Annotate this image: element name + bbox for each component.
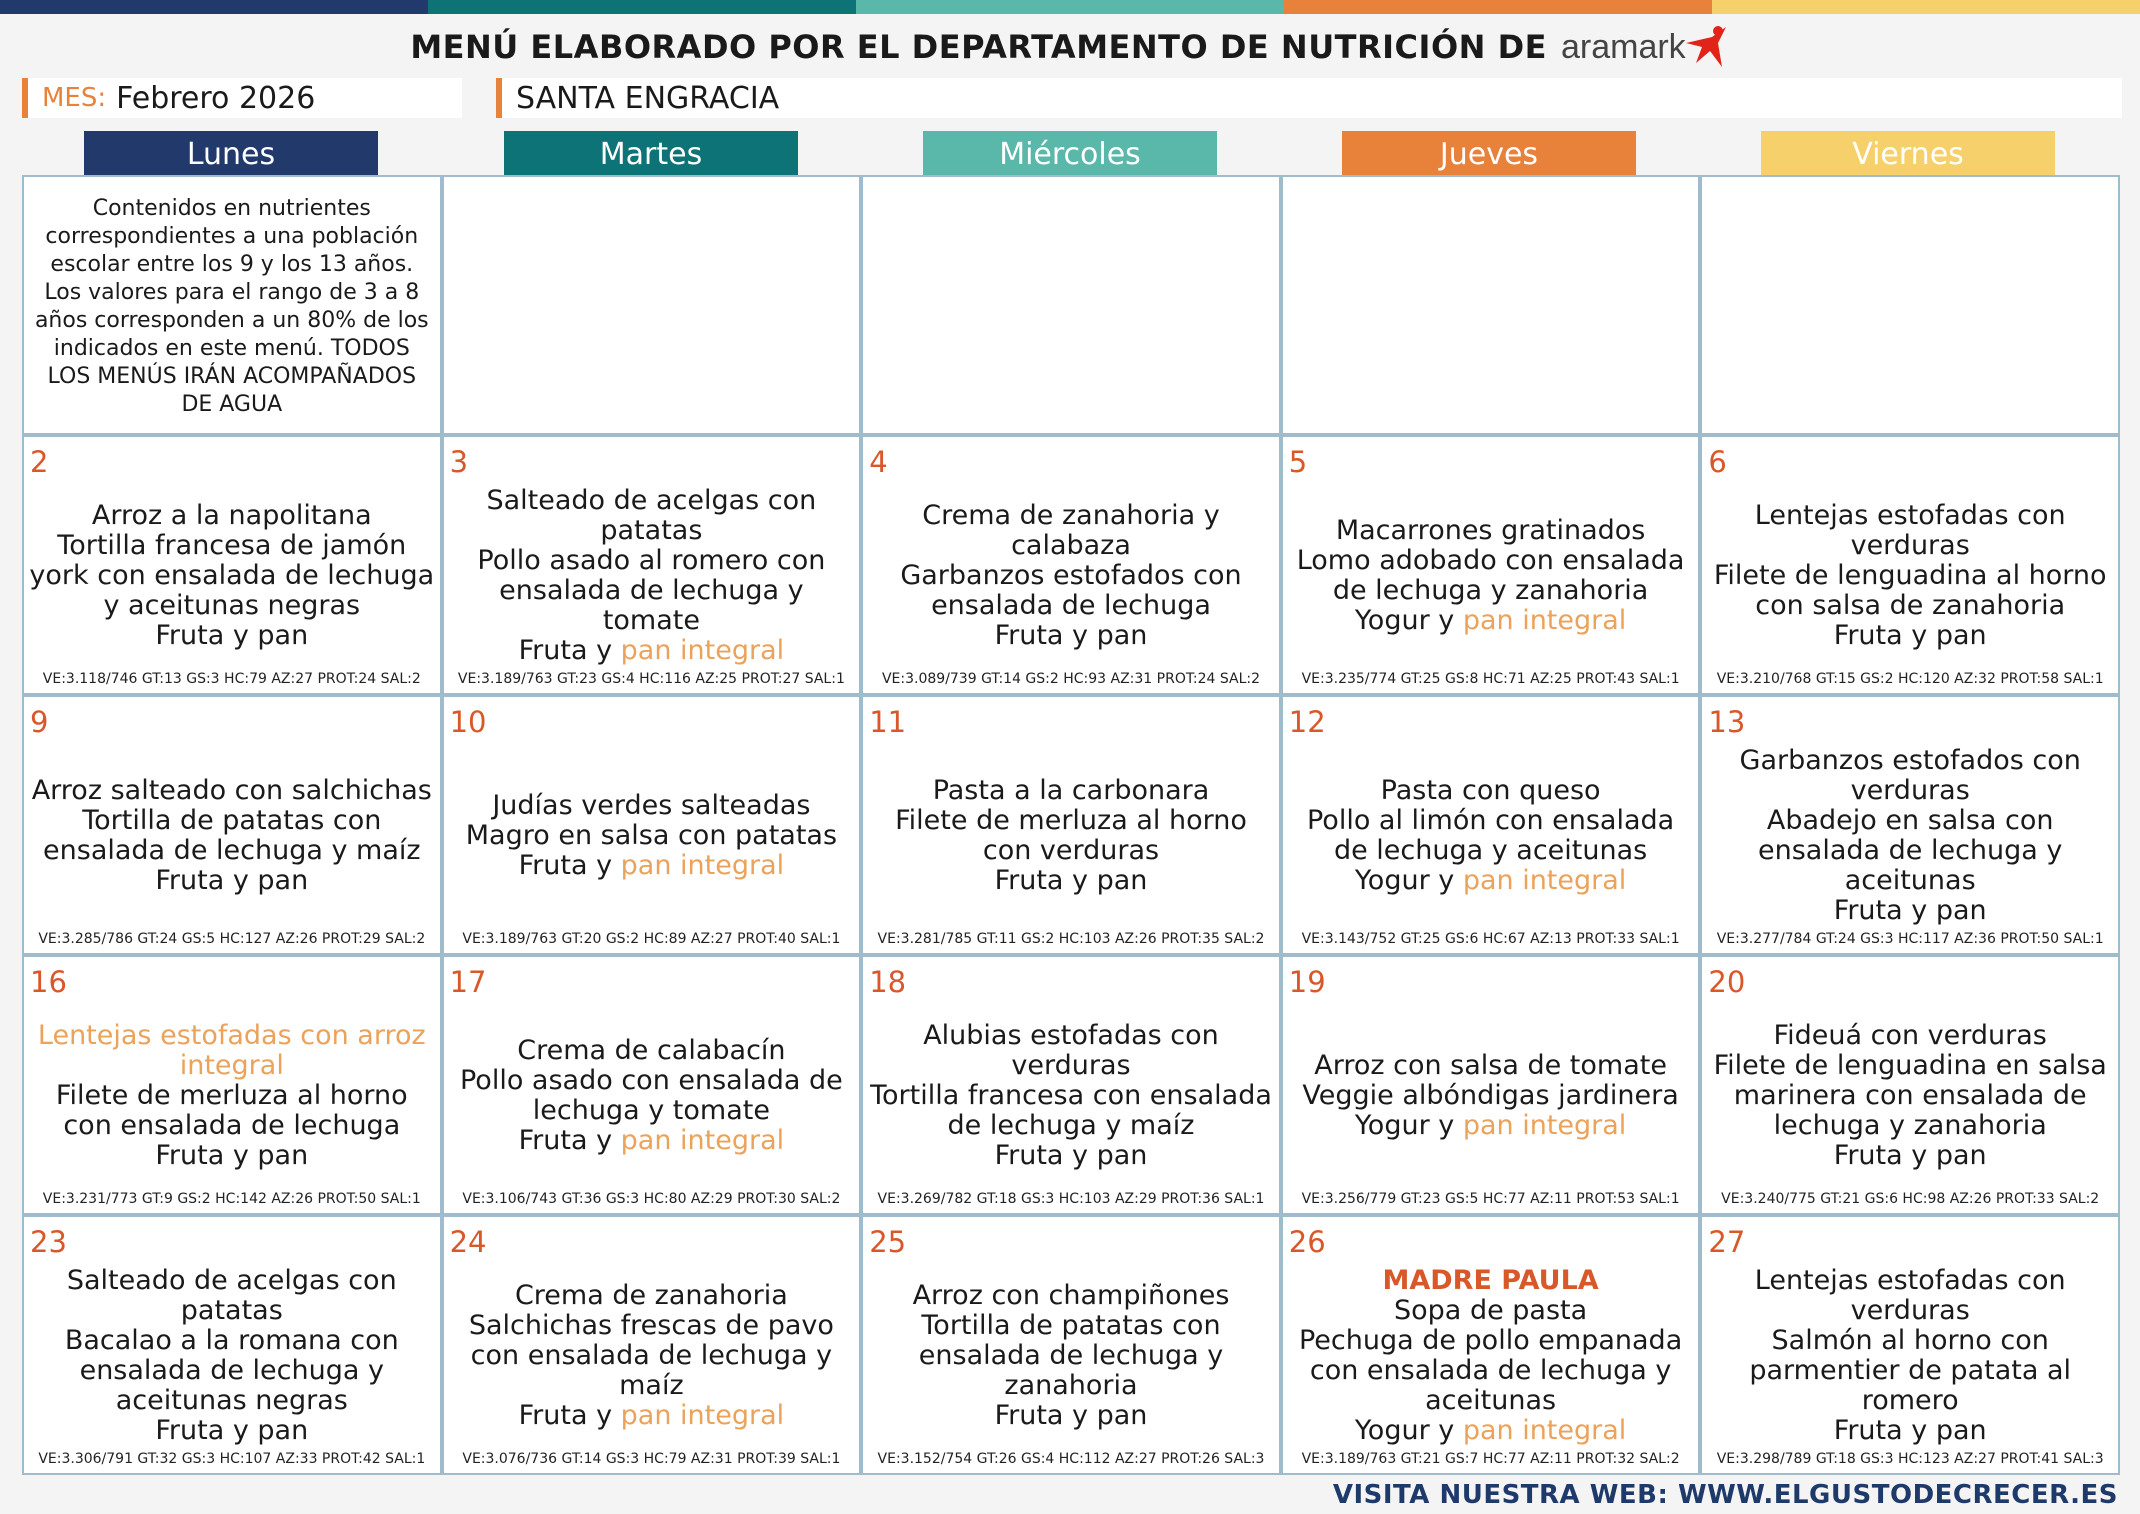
menu-dishes bbox=[863, 493, 1279, 659]
empty-cell bbox=[1283, 177, 1699, 433]
dish-text: Crema de zanahoria bbox=[514, 1280, 788, 1311]
dish-line bbox=[1287, 546, 1695, 606]
dish-text: Garbanzos estofados con ensalada de lechuga bbox=[900, 560, 1242, 621]
dish-text: Fruta y bbox=[518, 850, 621, 881]
whole-grain-highlight: pan integral bbox=[1462, 605, 1627, 636]
day-number: 12 bbox=[1288, 705, 1326, 739]
menu-day-cell bbox=[444, 437, 860, 693]
menu-dishes bbox=[444, 485, 860, 666]
dish-text: Abadejo en salsa con ensalada de lechuga y aceitunas bbox=[1757, 805, 2063, 896]
dish-line bbox=[155, 1416, 308, 1446]
nutrition-values: VE:3.281/785 GT:11 GS:2 HC:103 AZ:26 PROT:35 SAL:2 bbox=[877, 931, 1265, 947]
whole-grain-highlight: pan integral bbox=[620, 850, 785, 881]
month-value: Febrero 2026 bbox=[116, 80, 316, 116]
day-number: 25 bbox=[869, 1225, 907, 1259]
menu-day-cell bbox=[1283, 697, 1699, 953]
dish-line bbox=[1355, 1416, 1626, 1446]
top-color-bar bbox=[0, 0, 2140, 14]
nutrition-values: VE:3.235/774 GT:25 GS:8 HC:71 AZ:25 PROT:43 SAL:1 bbox=[1301, 671, 1680, 687]
weekday-thursday: Jueves bbox=[1342, 131, 1636, 177]
menu-dishes bbox=[1702, 745, 2118, 926]
dish-text: Fruta y pan bbox=[155, 1140, 309, 1171]
day-number: 3 bbox=[449, 445, 469, 479]
menu-dishes bbox=[444, 753, 860, 919]
whole-grain-highlight: pan integral bbox=[620, 635, 785, 666]
day-number: 19 bbox=[1288, 965, 1326, 999]
day-number: 23 bbox=[30, 1225, 67, 1259]
dish-line bbox=[913, 1281, 1230, 1311]
dish-line bbox=[1302, 1081, 1678, 1111]
dish-text: Yogur y bbox=[1354, 605, 1463, 636]
page-title: MENÚ ELABORADO POR EL DEPARTAMENTO DE NUTRICIÓN DE bbox=[410, 28, 1547, 66]
special-event-label: MADRE PAULA bbox=[1382, 1265, 1599, 1296]
dish-line bbox=[1287, 1326, 1695, 1416]
day-number: 6 bbox=[1708, 445, 1727, 479]
dish-line bbox=[1706, 1051, 2114, 1141]
dish-line bbox=[519, 1401, 785, 1431]
dish-text: Fruta y pan bbox=[994, 1400, 1148, 1431]
menu-dishes bbox=[444, 1013, 860, 1179]
nutrition-values: VE:3.089/739 GT:14 GS:2 HC:93 AZ:31 PROT:24 SAL:2 bbox=[881, 671, 1260, 687]
dish-text: Fruta y bbox=[518, 635, 621, 666]
nutrition-values: VE:3.298/789 GT:18 GS:3 HC:123 AZ:27 PROT:41 SAL:3 bbox=[1716, 1451, 2104, 1467]
day-number: 18 bbox=[869, 965, 907, 999]
dish-line bbox=[867, 1081, 1275, 1141]
dish-text: Fruta y pan bbox=[1833, 620, 1987, 651]
dish-line bbox=[517, 1036, 785, 1066]
menu-calendar-grid bbox=[22, 175, 2120, 1475]
weekday-friday: Viernes bbox=[1761, 131, 2055, 177]
website-footer[interactable]: VISITA NUESTRA WEB: WWW.ELGUSTODECRECER.ES bbox=[1332, 1480, 2118, 1510]
dish-line bbox=[1381, 776, 1601, 806]
dish-line bbox=[28, 1266, 436, 1326]
dish-line bbox=[867, 1311, 1275, 1401]
dish-line bbox=[995, 1401, 1148, 1431]
dish-text: Salchichas frescas de pavo con ensalada de lechuga y maíz bbox=[468, 1310, 834, 1401]
whole-grain-highlight: pan integral bbox=[620, 1125, 785, 1156]
dish-text: Alubias estofadas con verduras bbox=[923, 1020, 1219, 1081]
nutrition-values: VE:3.189/763 GT:23 GS:4 HC:116 AZ:25 PROT:27 SAL:1 bbox=[457, 671, 845, 687]
dish-text: Salmón al horno con parmentier de patata al romero bbox=[1749, 1325, 2072, 1416]
dish-line bbox=[867, 561, 1275, 621]
dish-line bbox=[1774, 1021, 2047, 1051]
dish-line bbox=[933, 776, 1210, 806]
dish-text: Garbanzos estofados con verduras bbox=[1739, 745, 2081, 806]
weekday-wednesday: Miércoles bbox=[923, 131, 1217, 177]
dish-text: Fruta y pan bbox=[1833, 895, 1987, 926]
day-number: 5 bbox=[1288, 445, 1308, 479]
title-row bbox=[0, 22, 2140, 72]
menu-dishes bbox=[24, 1013, 440, 1179]
day-number: 9 bbox=[30, 705, 49, 739]
dish-line bbox=[1706, 746, 2114, 806]
menu-day-cell bbox=[863, 957, 1279, 1213]
dish-text: Pollo asado con ensalada de lechuga y tomate bbox=[459, 1065, 843, 1126]
dish-line bbox=[1706, 561, 2114, 621]
dish-text: Filete de merluza al horno con verduras bbox=[895, 805, 1247, 866]
dish-text: Judías verdes salteadas bbox=[492, 790, 811, 821]
menu-day-cell bbox=[24, 437, 440, 693]
dish-text: Pasta a la carbonara bbox=[932, 775, 1210, 806]
dish-text: Arroz con champiñones bbox=[912, 1280, 1230, 1311]
menu-dishes bbox=[1283, 1265, 1699, 1446]
weekday-headers bbox=[0, 131, 2140, 177]
dish-text: Veggie albóndigas jardinera bbox=[1302, 1080, 1679, 1111]
dish-text: Filete de lenguadina en salsa marinera con ensalada de lechuga y zanahoria bbox=[1713, 1050, 2107, 1141]
dish-line bbox=[1336, 516, 1646, 546]
nutrition-values: VE:3.189/763 GT:20 GS:2 HC:89 AZ:27 PROT:40 SAL:1 bbox=[462, 931, 841, 947]
dish-text: Fruta y bbox=[518, 1400, 621, 1431]
menu-day-cell bbox=[863, 697, 1279, 953]
dish-line bbox=[155, 866, 308, 896]
nutrition-values: VE:3.306/791 GT:32 GS:3 HC:107 AZ:33 PROT:42 SAL:1 bbox=[38, 1451, 426, 1467]
dish-text: Pollo asado al romero con ensalada de lechuga y tomate bbox=[477, 545, 826, 636]
dish-text: Pechuga de pollo empanada con ensalada de lechuga y aceitunas bbox=[1298, 1325, 1683, 1416]
day-number: 11 bbox=[869, 705, 907, 739]
menu-day-cell bbox=[444, 957, 860, 1213]
dish-text: Bacalao a la romana con ensalada de lechuga y aceitunas negras bbox=[64, 1325, 399, 1416]
menu-dishes bbox=[444, 1273, 860, 1439]
nutrition-values: VE:3.143/752 GT:25 GS:6 HC:67 AZ:13 PROT:33 SAL:1 bbox=[1301, 931, 1680, 947]
day-number: 24 bbox=[449, 1225, 487, 1259]
menu-day-cell bbox=[1283, 957, 1699, 1213]
nutrition-values: VE:3.189/763 GT:21 GS:7 HC:77 AZ:11 PROT:32 SAL:2 bbox=[1301, 1451, 1680, 1467]
nutrition-note: Contenidos en nutrientes correspondientes a una población escolar entre los 9 y los 13 años. Los valores para el rango de 3 a 8 años corresponden a un 80% de los indicados en este menú. TODOS LOS MENÚS IRÁN ACOMPAÑADOS DE AGUA bbox=[34, 196, 429, 417]
nutrition-values: VE:3.076/736 GT:14 GS:3 HC:79 AZ:31 PROT:39 SAL:1 bbox=[462, 1451, 841, 1467]
whole-grain-highlight: pan integral bbox=[1462, 865, 1627, 896]
day-number: 27 bbox=[1708, 1225, 1746, 1259]
empty-cell bbox=[1702, 177, 2118, 433]
nutrition-values: VE:3.210/768 GT:15 GS:2 HC:120 AZ:32 PROT:58 SAL:1 bbox=[1716, 671, 2104, 687]
menu-day-cell bbox=[24, 1217, 440, 1473]
menu-dishes bbox=[1702, 1013, 2118, 1179]
empty-cell bbox=[444, 177, 860, 433]
school-field bbox=[496, 78, 2122, 118]
menu-day-cell bbox=[1702, 437, 2118, 693]
dish-text: Yogur y bbox=[1354, 1415, 1463, 1446]
menu-dishes bbox=[863, 1013, 1279, 1179]
menu-dishes bbox=[1702, 493, 2118, 659]
dish-line bbox=[867, 1021, 1275, 1081]
menu-day-cell bbox=[1702, 1217, 2118, 1473]
dish-text: Tortilla de patatas con ensalada de lechuga y maíz bbox=[43, 805, 421, 866]
menu-dishes bbox=[1283, 493, 1699, 659]
dish-text: Tortilla de patatas con ensalada de lechuga y zanahoria bbox=[918, 1310, 1224, 1401]
menu-day-cell bbox=[24, 697, 440, 953]
dish-text: Fruta y bbox=[518, 1125, 621, 1156]
dish-text: Salteado de acelgas con patatas bbox=[486, 485, 817, 546]
whole-grain-highlight: pan integral bbox=[620, 1400, 785, 1431]
menu-day-cell bbox=[444, 1217, 860, 1473]
dish-text: Fruta y pan bbox=[1833, 1140, 1987, 1171]
dish-line bbox=[1706, 1266, 2114, 1326]
dish-text: Macarrones gratinados bbox=[1335, 515, 1646, 546]
menu-dishes bbox=[1283, 753, 1699, 919]
dish-text: Tortilla francesa con ensalada de lechuga y maíz bbox=[870, 1080, 1272, 1141]
dish-text: Sopa de pasta bbox=[1394, 1295, 1588, 1326]
menu-dishes bbox=[24, 753, 440, 919]
dish-line bbox=[867, 806, 1275, 866]
dish-line bbox=[519, 636, 785, 666]
dish-line bbox=[995, 866, 1148, 896]
dish-line bbox=[155, 1141, 308, 1171]
dish-line bbox=[1834, 621, 1987, 651]
dish-line bbox=[1287, 806, 1695, 866]
menu-dishes bbox=[24, 493, 440, 659]
day-number: 2 bbox=[30, 445, 49, 479]
dish-text: Fideuá con verduras bbox=[1773, 1020, 2047, 1051]
weekday-monday: Lunes bbox=[84, 131, 378, 177]
menu-day-cell bbox=[863, 1217, 1279, 1473]
dish-line bbox=[32, 776, 432, 806]
dish-text: Arroz a la napolitana bbox=[91, 500, 372, 531]
nutrition-values: VE:3.269/782 GT:18 GS:3 HC:103 AZ:29 PROT:36 SAL:1 bbox=[877, 1191, 1265, 1207]
dish-text: Pollo al limón con ensalada de lechuga y aceitunas bbox=[1306, 805, 1675, 866]
day-number: 20 bbox=[1708, 965, 1746, 999]
dish-line bbox=[1355, 606, 1626, 636]
dish-line bbox=[28, 806, 436, 866]
dish-line bbox=[1394, 1296, 1587, 1326]
nutrition-note-cell bbox=[24, 177, 440, 433]
dish-text: Lomo adobado con ensalada de lechuga y zanahoria bbox=[1296, 545, 1685, 606]
dish-line bbox=[1834, 896, 1987, 926]
dish-line bbox=[466, 821, 837, 851]
dish-line bbox=[28, 531, 436, 621]
dish-line bbox=[1314, 1051, 1667, 1081]
nutrition-values: VE:3.256/779 GT:23 GS:5 HC:77 AZ:11 PROT:53 SAL:1 bbox=[1301, 1191, 1680, 1207]
dish-line bbox=[515, 1281, 788, 1311]
nutrition-values: VE:3.231/773 GT:9 GS:2 HC:142 AZ:26 PROT:50 SAL:1 bbox=[42, 1191, 421, 1207]
menu-day-cell bbox=[24, 957, 440, 1213]
dish-line bbox=[448, 1311, 856, 1401]
menu-day-cell bbox=[444, 697, 860, 953]
menu-dishes bbox=[1702, 1265, 2118, 1446]
dish-line bbox=[1355, 866, 1626, 896]
dish-text: Crema de zanahoria y calabaza bbox=[922, 500, 1220, 561]
dish-text: Fruta y pan bbox=[1833, 1415, 1987, 1446]
dish-line bbox=[448, 1066, 856, 1126]
star-figure-icon bbox=[1682, 23, 1730, 71]
whole-grain-highlight: pan integral bbox=[1462, 1110, 1627, 1141]
day-number: 4 bbox=[869, 445, 888, 479]
day-number: 10 bbox=[449, 705, 487, 739]
dish-text: Fruta y pan bbox=[155, 620, 309, 651]
dish-line bbox=[1834, 1141, 1987, 1171]
school-name: SANTA ENGRACIA bbox=[516, 80, 780, 116]
dish-line bbox=[519, 851, 785, 881]
dish-text: Yogur y bbox=[1354, 1110, 1463, 1141]
menu-day-cell bbox=[1702, 957, 2118, 1213]
nutrition-values: VE:3.106/743 GT:36 GS:3 HC:80 AZ:29 PROT:30 SAL:2 bbox=[462, 1191, 841, 1207]
weekday-tuesday: Martes bbox=[504, 131, 798, 177]
dish-text: Fruta y pan bbox=[994, 865, 1148, 896]
dish-text: Tortilla francesa de jamón york con ensalada de lechuga y aceitunas negras bbox=[29, 530, 435, 621]
dish-line bbox=[28, 1021, 436, 1081]
menu-day-cell bbox=[1283, 437, 1699, 693]
dish-text: Crema de calabacín bbox=[517, 1035, 786, 1066]
menu-dishes bbox=[24, 1265, 440, 1446]
day-number: 16 bbox=[30, 965, 67, 999]
dish-line bbox=[492, 791, 810, 821]
dish-text: Magro en salsa con patatas bbox=[465, 820, 838, 851]
nutrition-values: VE:3.240/775 GT:21 GS:6 HC:98 AZ:26 PROT:33 SAL:2 bbox=[1721, 1191, 2100, 1207]
month-field bbox=[22, 78, 462, 118]
dish-line bbox=[448, 546, 856, 636]
dish-text: Filete de lenguadina al horno con salsa de zanahoria bbox=[1713, 560, 2107, 621]
dish-line bbox=[1706, 806, 2114, 896]
menu-day-cell bbox=[1283, 1217, 1699, 1473]
menu-dishes bbox=[863, 753, 1279, 919]
menu-day-cell bbox=[1702, 697, 2118, 953]
day-number: 17 bbox=[449, 965, 487, 999]
day-number: 26 bbox=[1288, 1225, 1326, 1259]
dish-line bbox=[995, 621, 1148, 651]
dish-text: Fruta y pan bbox=[155, 1415, 309, 1446]
dish-line bbox=[995, 1141, 1148, 1171]
dish-text: Fruta y pan bbox=[994, 1140, 1148, 1171]
dish-text: Yogur y bbox=[1354, 865, 1463, 896]
whole-grain-highlight: Lentejas estofadas con arroz integral bbox=[37, 1020, 426, 1081]
brand-name: aramark bbox=[1560, 27, 1686, 66]
dish-text: Filete de merluza al horno con ensalada de lechuga bbox=[55, 1080, 408, 1141]
dish-line bbox=[1706, 1326, 2114, 1416]
month-label: MES: bbox=[42, 83, 107, 113]
dish-text: Fruta y pan bbox=[994, 620, 1148, 651]
dish-text: Fruta y pan bbox=[155, 865, 309, 896]
dish-line bbox=[92, 501, 372, 531]
dish-line bbox=[28, 1326, 436, 1416]
dish-text: Lentejas estofadas con verduras bbox=[1754, 500, 2066, 561]
dish-line bbox=[1355, 1111, 1626, 1141]
dish-line bbox=[28, 1081, 436, 1141]
dish-line bbox=[867, 501, 1275, 561]
dish-text: Arroz con salsa de tomate bbox=[1314, 1050, 1667, 1081]
brand-logo bbox=[1561, 23, 1730, 71]
whole-grain-highlight: pan integral bbox=[1462, 1415, 1627, 1446]
day-number: 13 bbox=[1708, 705, 1746, 739]
nutrition-values: VE:3.152/754 GT:26 GS:4 HC:112 AZ:27 PROT:26 SAL:3 bbox=[877, 1451, 1265, 1467]
dish-line bbox=[519, 1126, 785, 1156]
menu-dishes bbox=[1283, 1013, 1699, 1179]
nutrition-values: VE:3.277/784 GT:24 GS:3 HC:117 AZ:36 PROT:50 SAL:1 bbox=[1716, 931, 2104, 947]
menu-dishes bbox=[863, 1273, 1279, 1439]
dish-line bbox=[1706, 501, 2114, 561]
dish-text: Lentejas estofadas con verduras bbox=[1754, 1265, 2066, 1326]
dish-line bbox=[155, 621, 308, 651]
dish-text: Pasta con queso bbox=[1380, 775, 1601, 806]
dish-line bbox=[1834, 1416, 1987, 1446]
dish-text: Salteado de acelgas con patatas bbox=[66, 1265, 397, 1326]
empty-cell bbox=[863, 177, 1279, 433]
menu-day-cell bbox=[863, 437, 1279, 693]
dish-line bbox=[448, 486, 856, 546]
dish-text: Arroz salteado con salchichas bbox=[31, 775, 432, 806]
nutrition-values: VE:3.285/786 GT:24 GS:5 HC:127 AZ:26 PROT:29 SAL:2 bbox=[38, 931, 426, 947]
nutrition-values: VE:3.118/746 GT:13 GS:3 HC:79 AZ:27 PROT:24 SAL:2 bbox=[42, 671, 421, 687]
